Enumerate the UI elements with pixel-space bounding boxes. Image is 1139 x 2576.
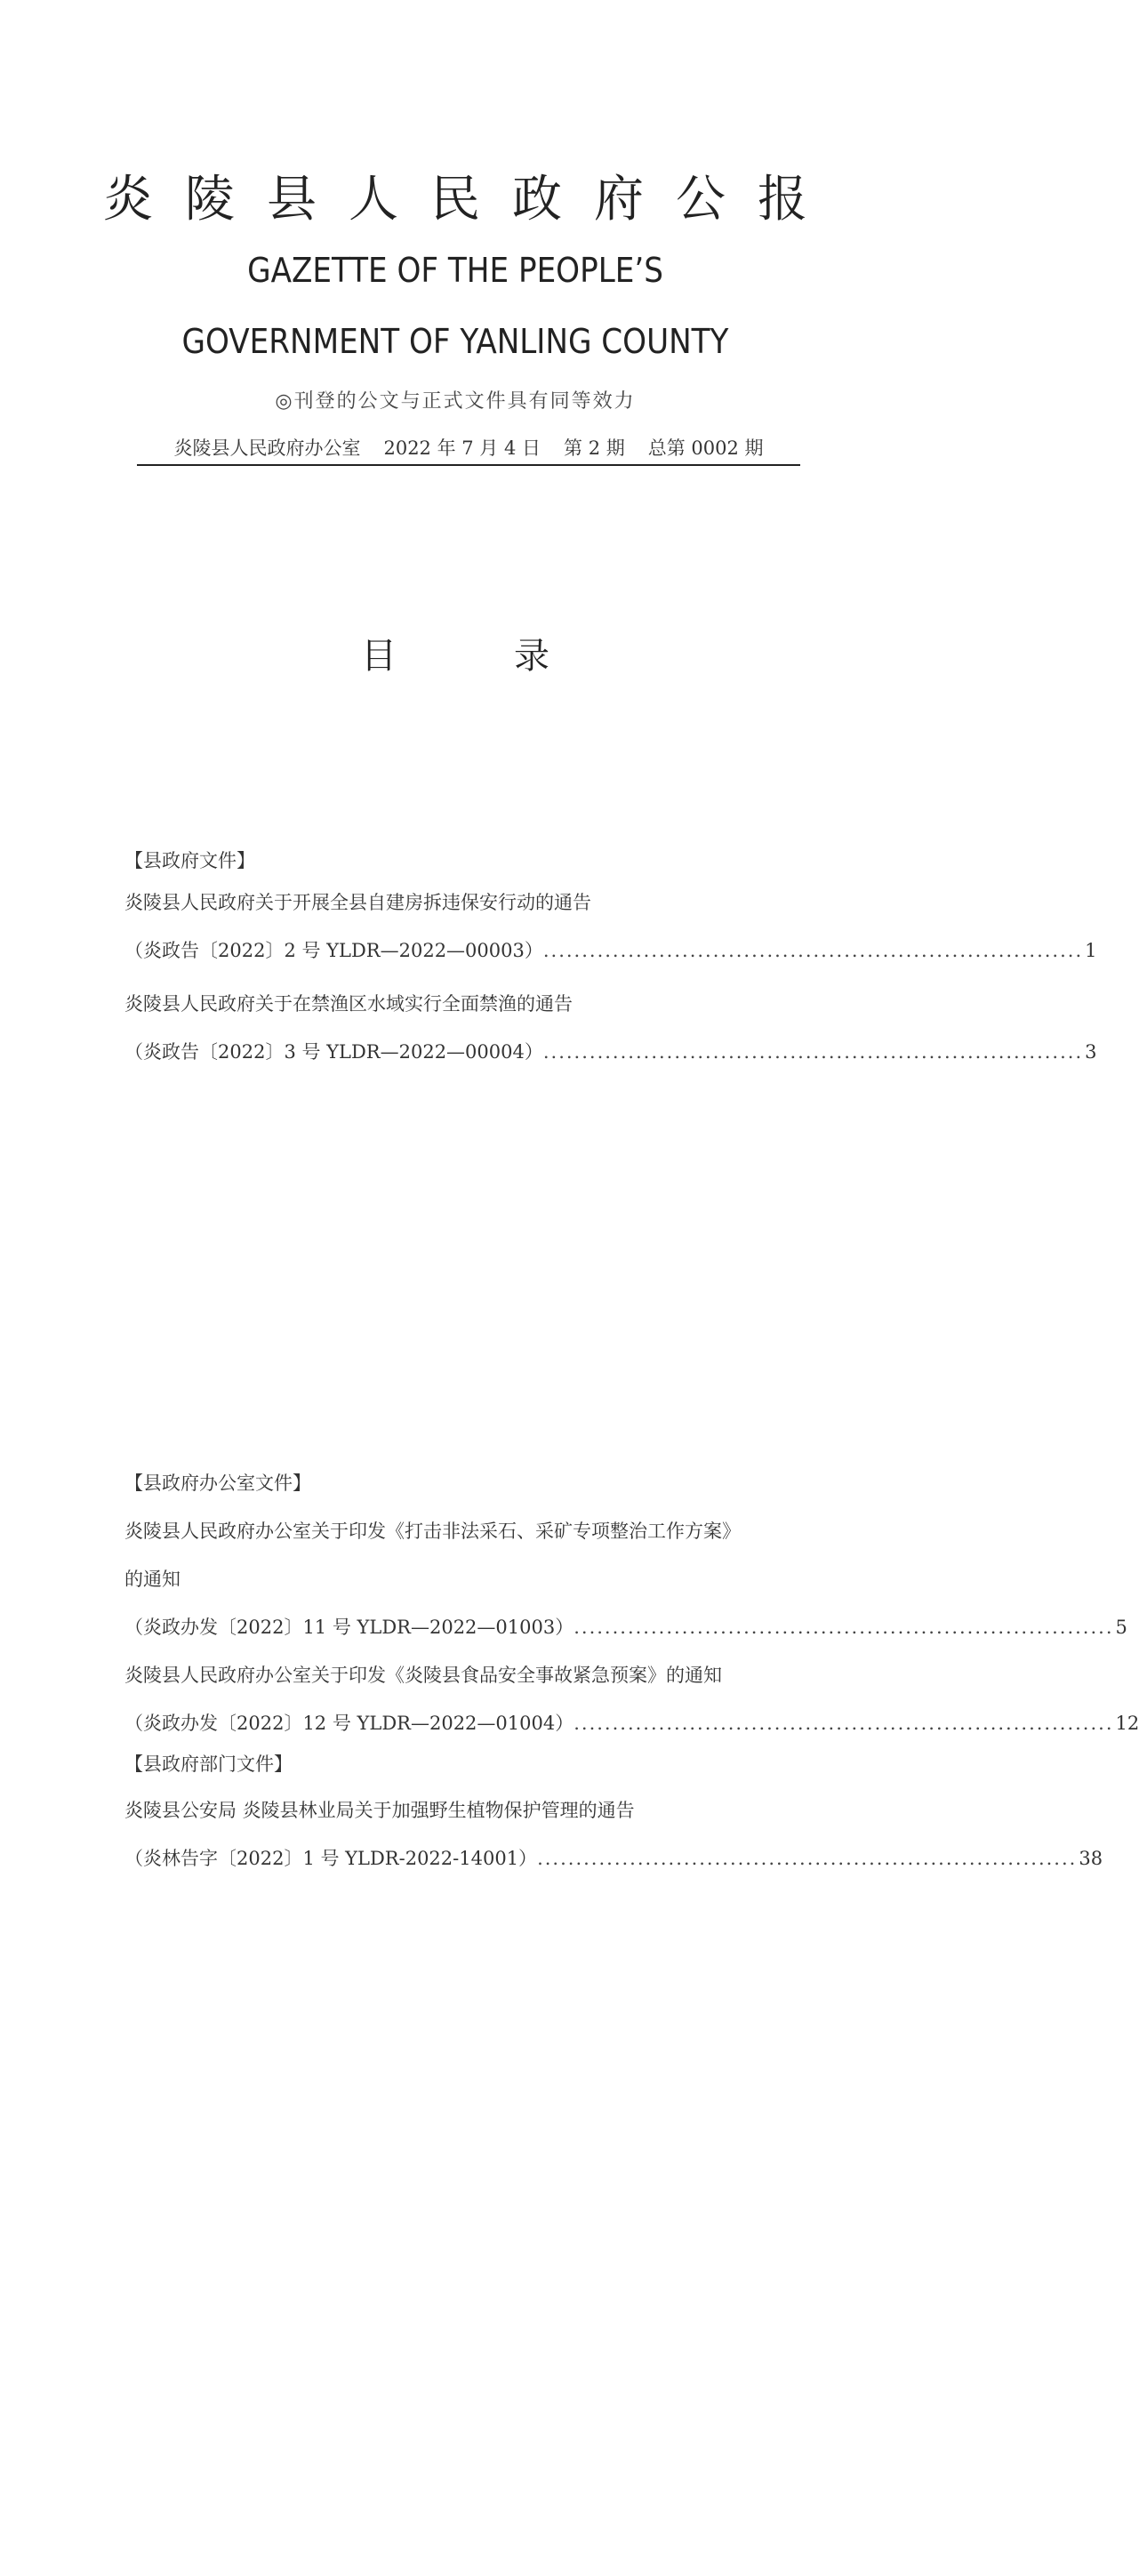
toc-entry-title[interactable]: 炎陵县人民政府办公室关于印发《打击非法采石、采矿专项整治工作方案》 xyxy=(124,1521,741,1542)
toc-entry-ref: （炎政办发〔2022〕11 号 YLDR—2022—01003） xyxy=(124,1617,574,1638)
section-heading-county-gov-departments: 【县政府部门文件】 xyxy=(124,1753,293,1775)
toc-entry-title[interactable]: 炎陵县公安局 炎陵县林业局关于加强野生植物保护管理的通告 xyxy=(124,1800,635,1821)
toc-page-number: 12 xyxy=(1115,1713,1139,1734)
toc-entry-ref: （炎政告〔2022〕2 号 YLDR—2022—00003） xyxy=(124,940,543,961)
leader-dots: ...................................................................... xyxy=(574,1617,1114,1638)
leader-dots: ...................................................................... xyxy=(574,1713,1114,1734)
total-issue-number: 总第 0002 期 xyxy=(647,437,764,459)
toc-entry-ref-line[interactable] xyxy=(124,1845,1103,1872)
toc-entry-ref: （炎政办发〔2022〕12 号 YLDR—2022—01004） xyxy=(124,1713,574,1734)
toc-page-number: 5 xyxy=(1115,1617,1127,1638)
gazette-title-en-line1: GAZETTE OF THE PEOPLE’S xyxy=(247,251,663,290)
toc-entry-title[interactable]: 炎陵县人民政府办公室关于印发《炎陵县食品安全事故紧急预案》的通知 xyxy=(124,1665,722,1686)
issue-info-bar xyxy=(137,434,800,466)
section-heading-county-gov: 【县政府文件】 xyxy=(124,850,255,871)
toc-entry-title[interactable]: 炎陵县人民政府关于开展全县自建房拆违保安行动的通告 xyxy=(124,892,591,913)
toc-page-number: 3 xyxy=(1085,1041,1097,1063)
section-heading-county-gov-office: 【县政府办公室文件】 xyxy=(124,1473,311,1494)
toc-entry-title[interactable]: 炎陵县人民政府关于在禁渔区水域实行全面禁渔的通告 xyxy=(124,993,573,1015)
leader-dots: ...................................................................... xyxy=(542,1041,1084,1063)
toc-entry-ref-line[interactable] xyxy=(124,1039,1097,1065)
leader-dots: ...................................................................... xyxy=(537,1848,1078,1869)
toc-heading: 目 录 xyxy=(361,636,590,677)
publisher: 炎陵县人民政府办公室 xyxy=(173,437,361,459)
gazette-title-en-line2: GOVERNMENT OF YANLING COUNTY xyxy=(181,322,729,361)
toc-entry-title-continued[interactable]: 的通知 xyxy=(124,1569,180,1590)
toc-entry-ref: （炎政告〔2022〕3 号 YLDR—2022—00004） xyxy=(124,1041,543,1063)
toc-page-number: 1 xyxy=(1085,940,1097,961)
toc-entry-ref-line[interactable] xyxy=(124,1614,1127,1641)
issue-date: 2022 年 7 月 4 日 xyxy=(383,437,541,459)
toc-entry-ref: （炎林告字〔2022〕1 号 YLDR-2022-14001） xyxy=(124,1848,538,1869)
leader-dots: ...................................................................... xyxy=(542,940,1084,961)
toc-entry-ref-line[interactable] xyxy=(124,1710,1139,1737)
toc-page-number: 38 xyxy=(1079,1848,1103,1869)
toc-entry-ref-line[interactable] xyxy=(124,937,1097,964)
issue-number: 第 2 期 xyxy=(564,437,625,459)
gazette-title-cn: 炎陵县人民政府公报 xyxy=(103,171,839,229)
validity-note: ◎刊登的公文与正式文件具有同等效力 xyxy=(275,390,636,413)
